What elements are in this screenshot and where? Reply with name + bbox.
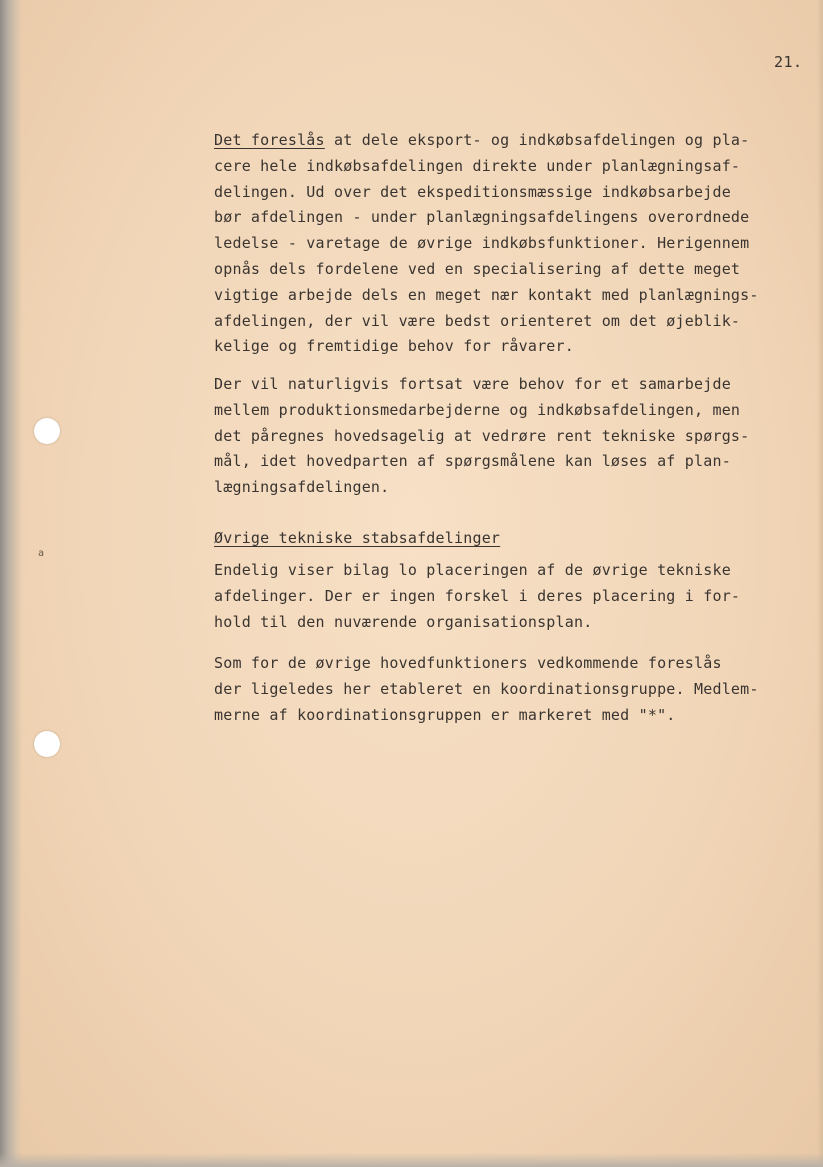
scan-bottom-edge (0, 1153, 823, 1167)
paragraph-line: Som for de øvrige hovedfunktioners vedkommende foreslås (214, 654, 722, 672)
paragraph-line: ledelse - varetage de øvrige indkøbsfunktioner. Herigennem (214, 234, 750, 253)
paragraph-line: kelige og fremtidige behov for råvarer. (214, 337, 574, 356)
paragraph-line: bør afdelingen - under planlægningsafdelingens overordnede (214, 208, 750, 227)
paragraph-line: mellem produktionsmedarbejderne og indkøbsafdelingen, men (214, 400, 741, 419)
paragraph-line: Endelig viser bilag lo placeringen af de øvrige tekniske (214, 561, 731, 579)
margin-mark: a (38, 548, 45, 559)
paragraph-line: opnås dels fordelene ved en specialisering af dette meget (214, 259, 741, 278)
paragraph-line: cere hele indkøbsafdelingen direkte under planlægningsaf- (214, 156, 741, 175)
section-heading-container (214, 526, 814, 552)
paragraph-line: der ligeledes her etableret en koordinationsgruppe. Medlem- (214, 679, 759, 698)
paragraph-line: afdelinger. Der er ingen forskel i deres placering i for- (214, 586, 741, 605)
paragraph-line: lægningsafdelingen. (214, 478, 390, 497)
paragraph-technical-departments (214, 558, 814, 635)
paragraph-line: afdelingen, der vil være bedst orienteret om det øjeblik- (214, 311, 741, 330)
punch-hole-top (34, 418, 60, 444)
paragraph-purchasing-proposal (214, 128, 814, 360)
punch-hole-bottom (34, 731, 60, 757)
scan-right-edge (817, 0, 823, 1167)
paragraph-line: hold til den nuværende organisationsplan. (214, 612, 593, 631)
section-heading: Øvrige tekniske stabsafdelinger (214, 529, 501, 547)
paragraph-lead: Det foreslås (214, 131, 325, 149)
paragraph-line: Der vil naturligvis fortsat være behov for et samarbejde (214, 375, 731, 393)
paragraph-line: mål, idet hovedparten af spørgsmålene kan løses af plan- (214, 452, 731, 471)
scan-left-edge (0, 0, 22, 1167)
paragraph-line: delingen. Ud over det ekspeditionsmæssige indkøbsarbejde (214, 182, 731, 201)
paragraph-line: det påregnes hovedsagelig at vedrøre rent tekniske spørgs- (214, 426, 750, 445)
paragraph-line (214, 128, 814, 154)
page-number: 21. (774, 53, 803, 71)
paragraph-line: vigtige arbejde dels en meget nær kontakt med planlægnings- (214, 285, 759, 304)
paragraph-cooperation (214, 372, 814, 501)
paragraph-line-rest: at dele eksport- og indkøbsafdelingen og pla- (324, 131, 750, 149)
paragraph-line: merne af koordinationsgruppen er markeret med "*". (214, 705, 676, 724)
paragraph-coordination-group (214, 651, 814, 728)
